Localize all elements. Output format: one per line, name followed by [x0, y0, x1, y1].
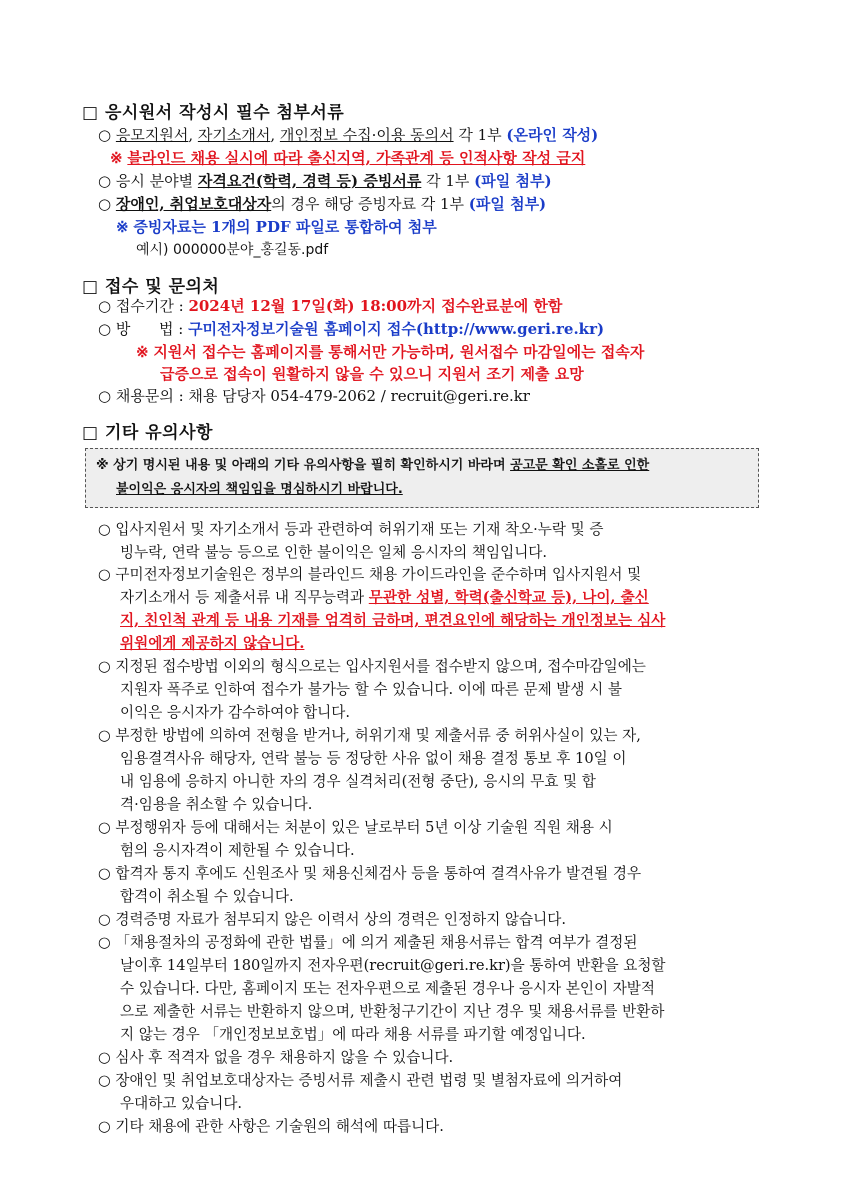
- note-item-1: ○ 입사지원서 및 자기소개서 등과 관련하여 허위기재 또는 기재 착오·누락 및 증: [98, 521, 604, 538]
- privacy-consent: 개인정보 수집·이용 동의서: [279, 126, 454, 144]
- self-introduction: 자기소개서: [197, 126, 271, 144]
- online-tag: (온라인 작성): [506, 126, 599, 144]
- section-title-notes: □ 기타 유의사항: [82, 423, 213, 443]
- section-title-submission: □ 접수 및 문의처: [82, 277, 220, 297]
- note-item-4-cont2: 내 임용에 응하지 아니한 자의 경우 실격처리(전형 중단), 응시의 무효 및 합: [120, 773, 596, 790]
- note-item-10-cont: 우대하고 있습니다.: [120, 1095, 243, 1112]
- note-item-2-cont2: 지, 친인척 관계 등 내용 기재를 엄격히 금하며, 편견요인에 해당하는 개인정보는 심사: [120, 612, 666, 629]
- section-title-required-documents: □ 응시원서 작성시 필수 첨부서류: [82, 103, 345, 123]
- note-item-3: ○ 지정된 접수방법 이외의 형식으로는 입사지원서를 접수받지 않으며, 접수마감일에는: [98, 658, 646, 675]
- submission-period: ○ 접수기간 : 2024년 12월 17일(화) 18:00까지 접수완료분에 한함: [98, 297, 563, 315]
- pdf-merge-note: ※ 증빙자료는 1개의 PDF 파일로 통합하여 첨부: [116, 218, 437, 236]
- note-item-2-cont: 자기소개서 등 제출서류 내 직무능력과 무관한 성별, 학력(출신학교 등), 나이, 출신: [120, 589, 649, 606]
- submission-warning-1: ※ 지원서 접수는 홈페이지를 통해서만 가능하며, 원서접수 마감일에는 접속자: [136, 343, 645, 361]
- note-item-8-cont: 날이후 14일부터 180일까지 전자우편(recruit@geri.re.kr)을 통하여 반환을 요청할: [120, 957, 666, 974]
- bullet: ○: [98, 126, 112, 144]
- recruit-contact: ○ 채용문의 : 채용 담당자 054-479-2062 / recruit@geri.re.kr: [98, 387, 530, 405]
- note-item-6-cont: 합격이 취소될 수 있습니다.: [120, 888, 294, 905]
- note-item-8-cont2: 수 있습니다. 다만, 홈페이지 또는 전자우편으로 제출된 경우나 응시자 본인이 자발적: [120, 980, 655, 997]
- note-item-4-cont3: 격·임용을 취소할 수 있습니다.: [120, 796, 313, 813]
- note-item-3-cont2: 이익은 응시자가 감수하여야 합니다.: [120, 704, 351, 721]
- doc-line-disability-proof: ○ 장애인, 취업보호대상자의 경우 해당 증빙자료 각 1부 (파일 첨부): [98, 195, 547, 213]
- note-item-5: ○ 부정행위자 등에 대해서는 처분이 있은 날로부터 5년 이상 기술원 직원 채용 시: [98, 819, 613, 836]
- note-item-2: ○ 구미전자정보기술원은 정부의 블라인드 채용 가이드라인을 준수하며 입사지원서 및: [98, 566, 642, 583]
- note-item-11: ○ 기타 채용에 관한 사항은 기술원의 해석에 따릅니다.: [98, 1118, 444, 1135]
- note-item-8-cont4: 지 않는 경우 「개인정보보호법」에 따라 채용 서류를 파기할 예정입니다.: [120, 1026, 586, 1043]
- notice-line-2: 불이익은 응시자의 책임임을 명심하시기 바랍니다.: [116, 482, 403, 497]
- homepage-link[interactable]: 구미전자정보기술원 홈페이지 접수(http://www.geri.re.kr): [188, 320, 605, 338]
- doc-line-application-forms: ○ 응모지원서, 자기소개서, 개인정보 수집·이용 동의서 각 1부 (온라인 작성): [98, 126, 599, 144]
- blind-hiring-warning: ※ 블라인드 채용 실시에 따라 출신지역, 가족관계 등 인적사항 작성 금지: [110, 149, 586, 167]
- note-item-7: ○ 경력증명 자료가 첨부되지 않은 이력서 상의 경력은 인정하지 않습니다.: [98, 911, 566, 928]
- note-item-3-cont: 지원자 폭주로 인하여 접수가 불가능 할 수 있습니다. 이에 따른 문제 발생 시 불: [120, 681, 622, 698]
- note-item-9: ○ 심사 후 적격자 없을 경우 채용하지 않을 수 있습니다.: [98, 1049, 454, 1066]
- doc-line-qualification-proof: ○ 응시 분야별 자격요건(학력, 경력 등) 증빙서류 각 1부 (파일 첨부): [98, 172, 552, 190]
- note-item-1-cont: 빙누락, 연락 불능 등으로 인한 불이익은 일체 응시자의 책임입니다.: [120, 544, 548, 561]
- submission-method: ○ 방 법 : 구미전자정보기술원 홈페이지 접수(http://www.geri.re.kr): [98, 320, 605, 338]
- submission-warning-2: 급증으로 접속이 원활하지 않을 수 있으니 지원서 조기 제출 요망: [160, 365, 584, 383]
- note-item-8-cont3: 으로 제출한 서류는 반환하지 않으며, 반환청구기간이 지난 경우 및 채용서류를 반환하: [120, 1003, 665, 1020]
- application-form: 응모지원서: [115, 126, 189, 144]
- notice-line-1: ※ 상기 명시된 내용 및 아래의 기타 유의사항을 필히 확인하시기 바라며 공고문 확인 소홀로 인한: [96, 458, 650, 473]
- note-item-4-cont: 임용결격사유 해당자, 연락 불능 등 정당한 사유 없이 채용 결정 통보 후 10일 이: [120, 750, 627, 767]
- note-item-2-cont3: 위원에게 제공하지 않습니다.: [120, 635, 305, 652]
- note-item-10: ○ 장애인 및 취업보호대상자는 증빙서류 제출시 관련 법령 및 별첨자료에 의거하여: [98, 1072, 623, 1089]
- note-item-8: ○ 「채용절차의 공정화에 관한 법률」에 의거 제출된 채용서류는 합격 여부가 결정된: [98, 934, 638, 951]
- note-item-5-cont: 험의 응시자격이 제한될 수 있습니다.: [120, 842, 355, 859]
- note-item-4: ○ 부정한 방법에 의하여 전형을 받거나, 허위기재 및 제출서류 중 허위사실이 있는 자,: [98, 727, 641, 744]
- filename-example: 예시) 000000분야_홍길동.pdf: [136, 242, 329, 258]
- note-item-6: ○ 합격자 통지 후에도 신원조사 및 채용신체검사 등을 통하여 결격사유가 발견될 경우: [98, 865, 642, 882]
